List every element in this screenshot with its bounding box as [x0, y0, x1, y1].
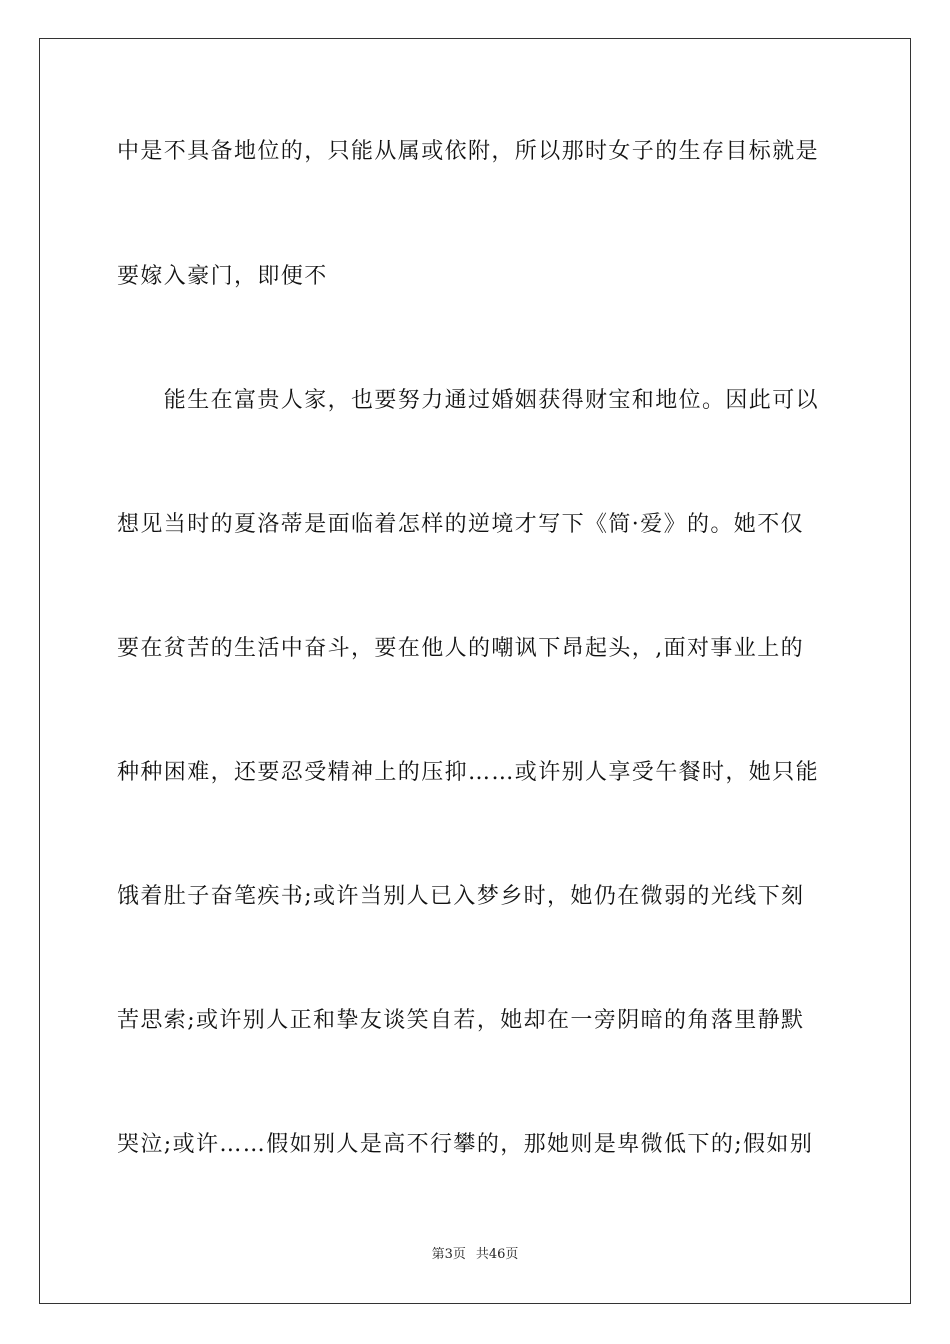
- page-number: 第3页: [431, 1247, 466, 1262]
- text-line-6: 种种困难，还要忍受精神上的压抑……或许别人享受午餐时，她只能: [117, 760, 820, 785]
- text-line-2: 要嫁入豪门，即便不: [117, 264, 328, 289]
- page-footer: [0, 1246, 950, 1264]
- text-line-5: 要在贫苦的生活中奋斗，要在他人的嘲讽下昂起头，,面对事业上的: [117, 636, 804, 661]
- text-line-1: 中是不具备地位的，只能从属或依附，所以那时女子的生存目标就是: [117, 139, 820, 164]
- text-line-4: 想见当时的夏洛蒂是面临着怎样的逆境才写下《简·爱》的。她不仅: [117, 512, 804, 537]
- text-line-3: 能生在富贵人家，也要努力通过婚姻获得财宝和地位。因此可以: [117, 388, 820, 413]
- text-line-7: 饿着肚子奋笔疾书;或许当别人已入梦乡时，她仍在微弱的光线下刻: [117, 884, 805, 909]
- page-total: 共46页: [475, 1247, 519, 1262]
- text-line-9: 哭泣;或许……假如别人是高不行攀的，那她则是卑微低下的;假如别: [117, 1132, 814, 1157]
- page-border: [39, 38, 911, 1304]
- text-line-8: 苦思索;或许别人正和挚友谈笑自若，她却在一旁阴暗的角落里静默: [117, 1008, 805, 1033]
